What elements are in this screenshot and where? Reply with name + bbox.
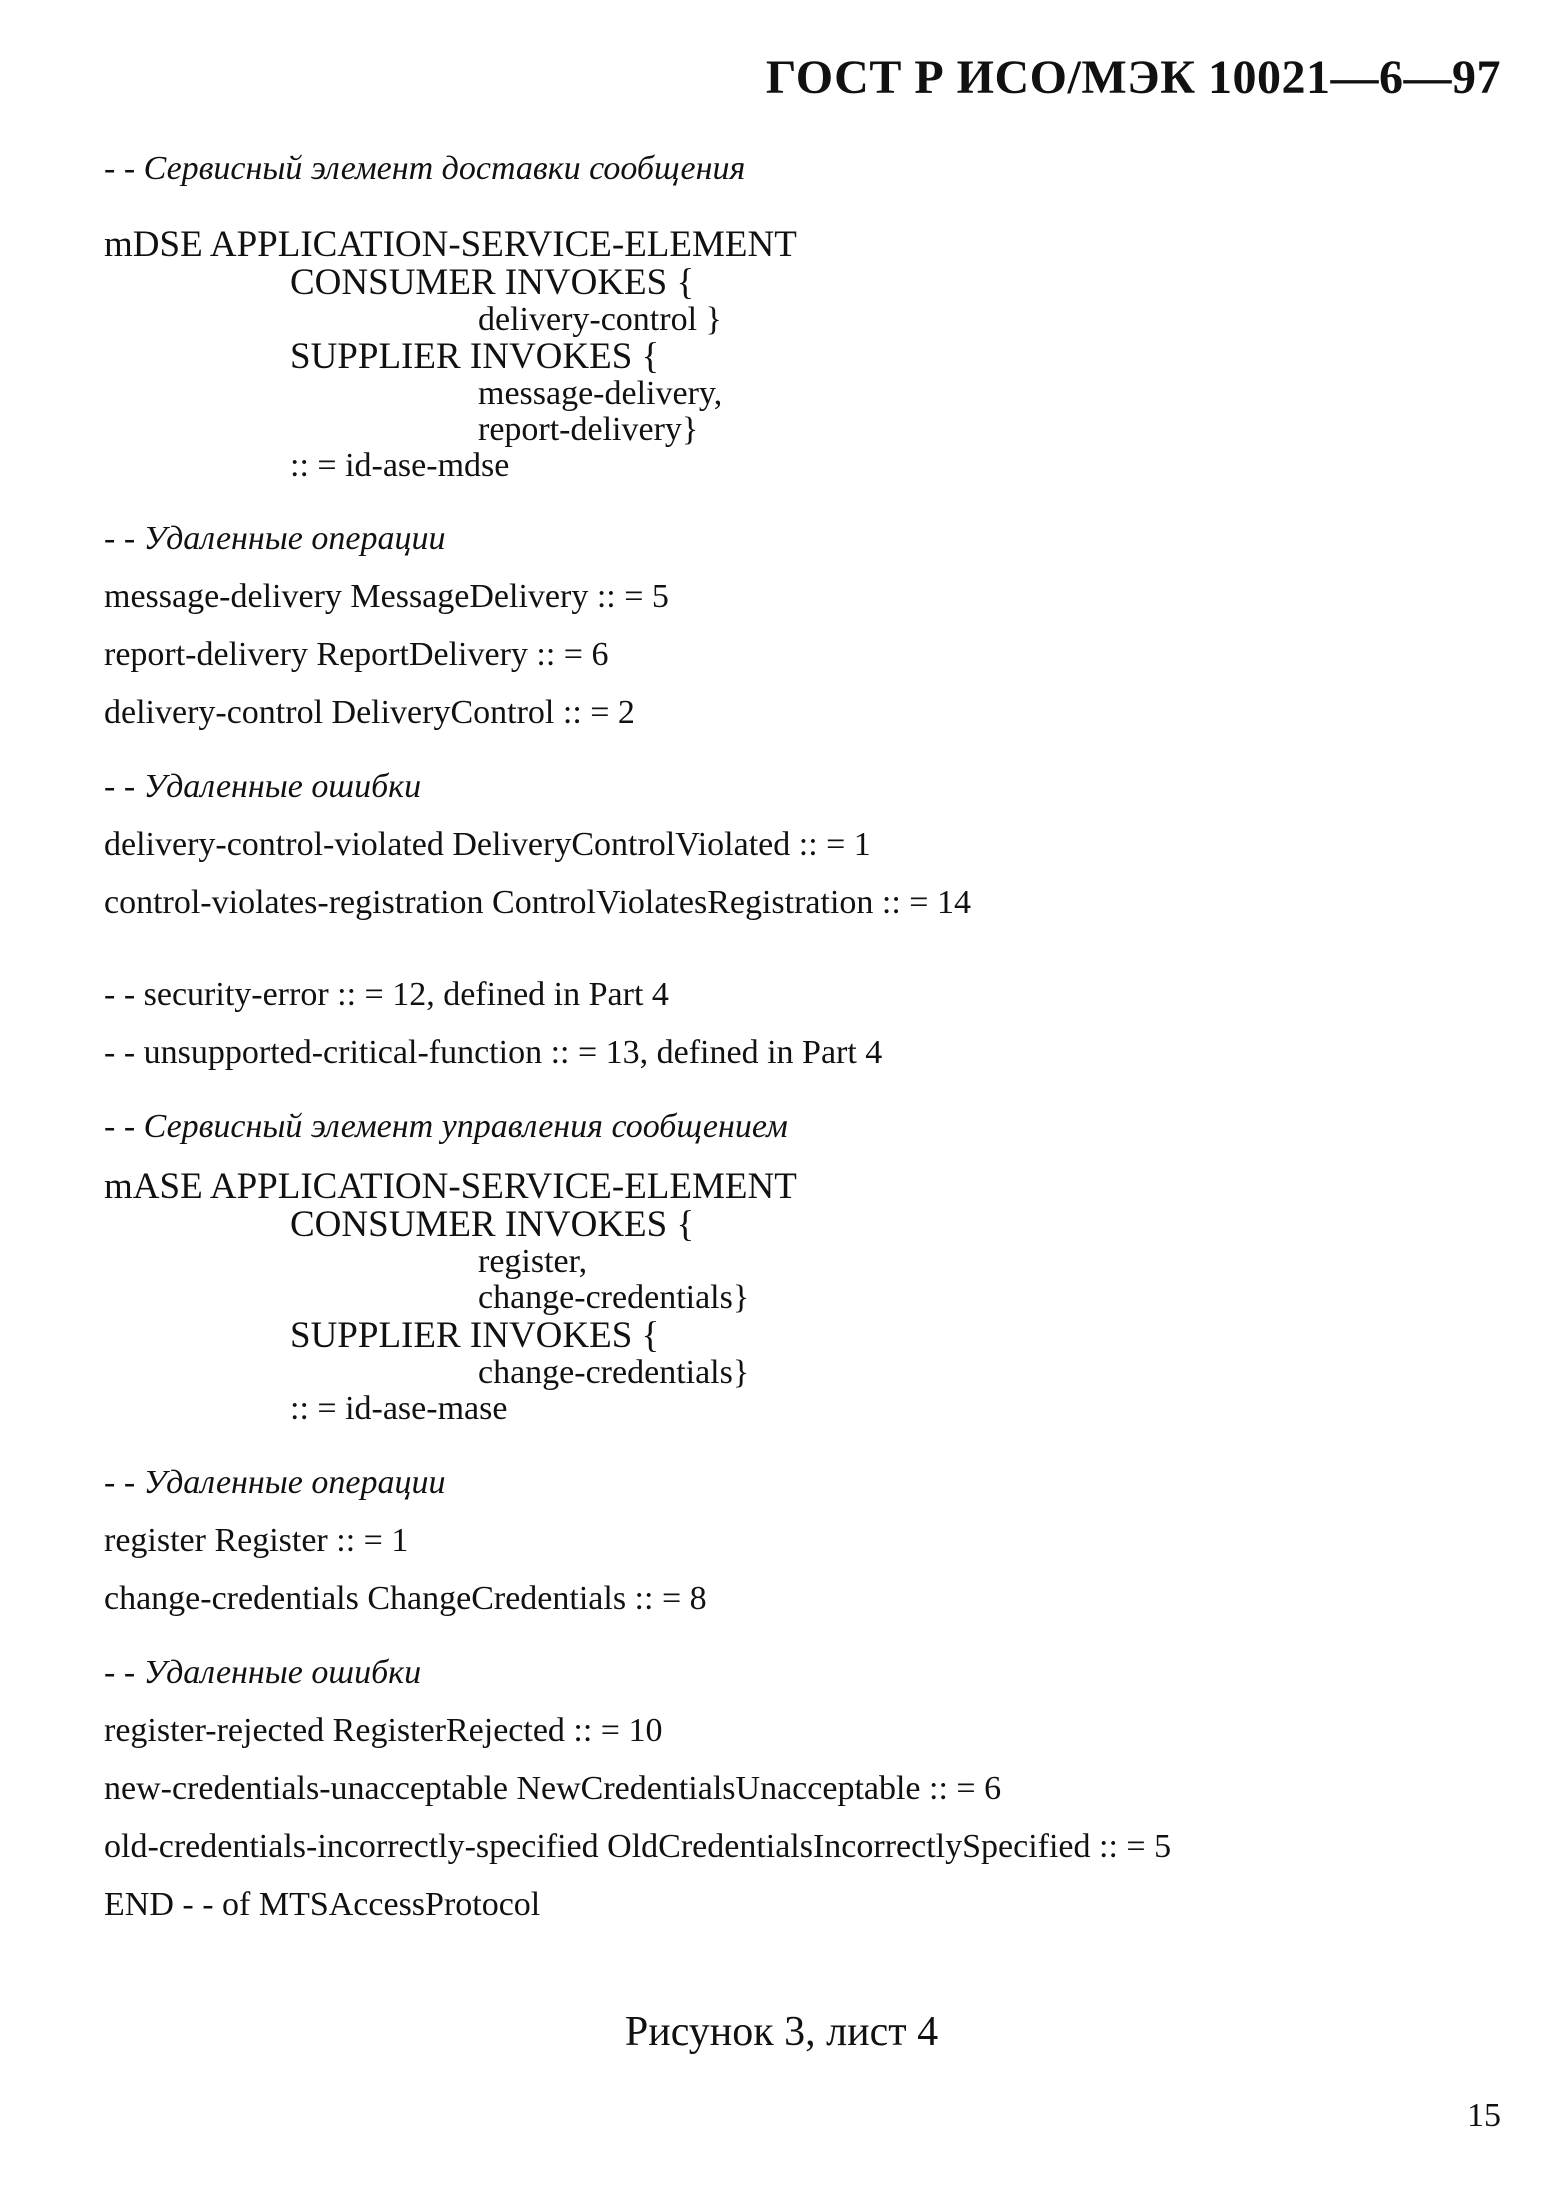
error-line: new-credentials-unacceptable NewCredentialsUnacceptable :: = 6 [104, 1770, 1002, 1807]
mase-supplier-invokes: SUPPLIER INVOKES { [290, 1315, 660, 1356]
mdse-assignment: :: = id-ase-mdse [290, 447, 510, 484]
mdse-consumer-item: delivery-control } [478, 301, 722, 338]
operation-line: change-credentials ChangeCredentials :: = 8 [104, 1580, 707, 1617]
error-line: register-rejected RegisterRejected :: = 10 [104, 1712, 663, 1749]
mdse-consumer-invokes: CONSUMER INVOKES { [290, 262, 695, 303]
mase-assignment: :: = id-ase-mase [290, 1390, 508, 1427]
comment-remote-operations [104, 522, 446, 556]
mase-supplier-item: change-credentials} [478, 1354, 750, 1391]
operation-line: report-delivery ReportDelivery :: = 6 [104, 636, 609, 673]
comment-text: Удаленные операции [143, 520, 446, 557]
comment-text: Удаленные ошибки [143, 1654, 422, 1691]
mdse-declaration: mDSE APPLICATION-SERVICE-ELEMENT [104, 224, 797, 265]
mase-consumer-item: change-credentials} [478, 1279, 750, 1316]
comment-prefix: - - [104, 150, 144, 187]
operation-line: register Register :: = 1 [104, 1522, 409, 1559]
error-line: delivery-control-violated DeliveryControlViolated :: = 1 [104, 826, 871, 863]
figure-caption: Рисунок 3, лист 4 [624, 2009, 939, 2055]
comment-text: Удаленные ошибки [143, 768, 422, 805]
error-line: old-credentials-incorrectly-specified OldCredentialsIncorrectlySpecified :: = 5 [104, 1828, 1172, 1865]
mase-declaration: mASE APPLICATION-SERVICE-ELEMENT [104, 1166, 797, 1207]
mdse-supplier-invokes: SUPPLIER INVOKES { [290, 336, 660, 377]
note-line: - - unsupported-critical-function :: = 13, defined in Part 4 [104, 1034, 883, 1071]
comment-remote-errors [104, 770, 421, 804]
comment-prefix: - - [104, 1108, 144, 1145]
comment-prefix: - - [104, 1654, 144, 1691]
comment-remote-errors [104, 1656, 421, 1690]
comment-mase [104, 1110, 788, 1144]
page-number: 15 [1467, 2097, 1501, 2134]
operation-line: delivery-control DeliveryControl :: = 2 [104, 694, 635, 731]
comment-remote-operations [104, 1466, 446, 1500]
comment-text: Сервисный элемент доставки сообщения [143, 150, 746, 187]
mdse-supplier-item: report-delivery} [478, 411, 699, 448]
end-line: END - - of MTSAccessProtocol [104, 1886, 541, 1923]
comment-text: Удаленные операции [143, 1464, 446, 1501]
error-line: control-violates-registration ControlViolatesRegistration :: = 14 [104, 884, 971, 921]
comment-mdse [104, 152, 745, 186]
mase-consumer-invokes: CONSUMER INVOKES { [290, 1204, 695, 1245]
note-line: - - security-error :: = 12, defined in Part 4 [104, 976, 669, 1013]
page-header-title: ГОСТ Р ИСО/МЭК 10021—6—97 [765, 51, 1501, 104]
mase-consumer-item: register, [478, 1243, 588, 1280]
comment-prefix: - - [104, 768, 144, 805]
operation-line: message-delivery MessageDelivery :: = 5 [104, 578, 669, 615]
comment-prefix: - - [104, 520, 144, 557]
comment-text: Сервисный элемент управления сообщением [143, 1108, 788, 1145]
mdse-supplier-item: message-delivery, [478, 375, 723, 412]
comment-prefix: - - [104, 1464, 144, 1501]
